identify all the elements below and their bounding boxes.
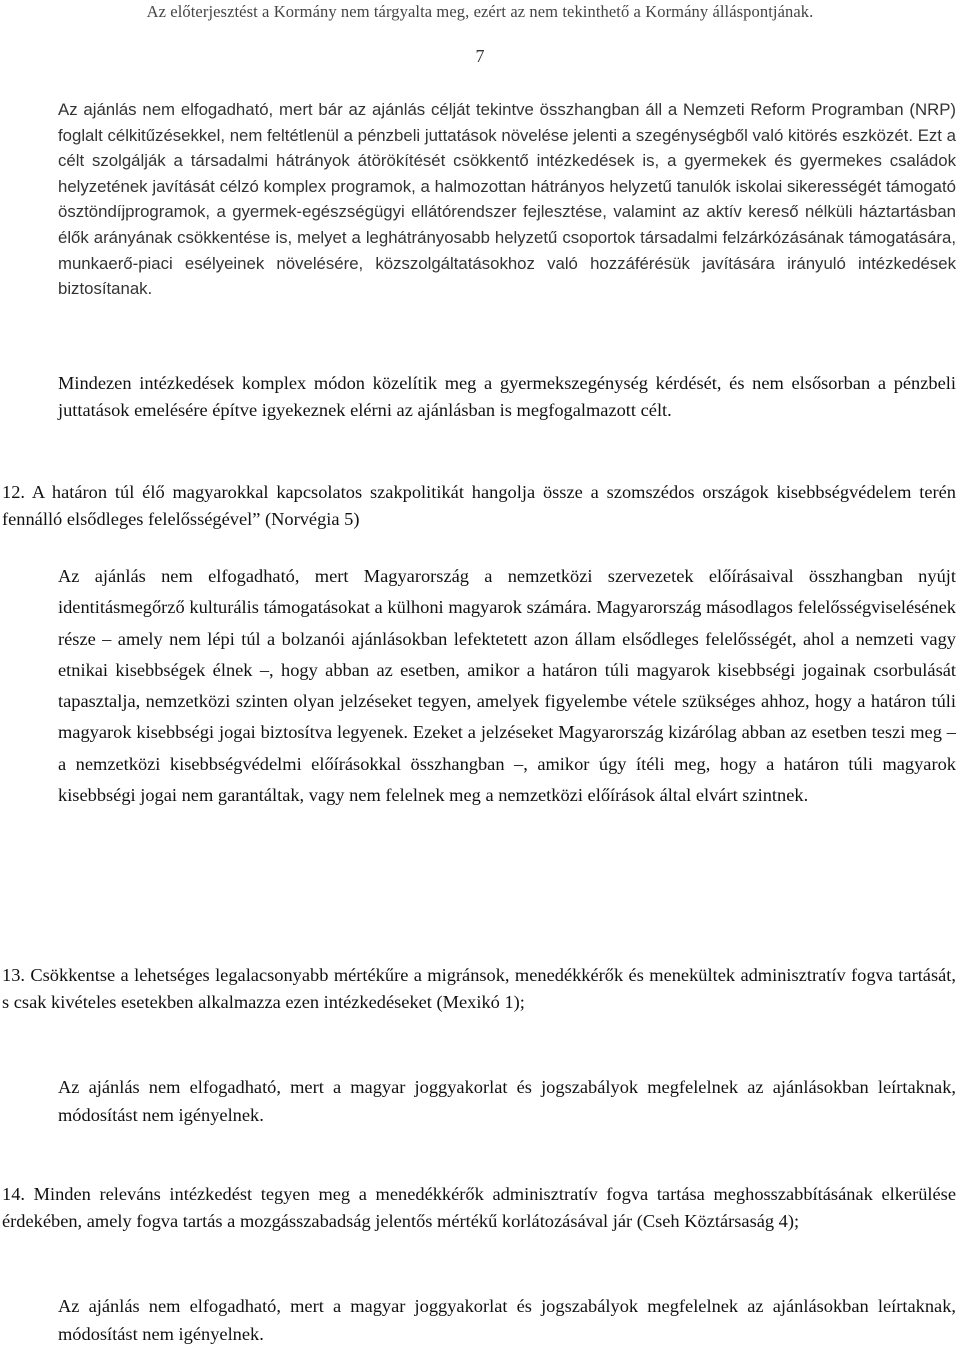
recommendation-13-text: 13. Csökkentse a lehetséges legalacsonyabb mértékűre a migránsok, menedékkérők és menekültek adminisztratív fogva tartását, s csak kivételes esetekben alkalmazza ezen intézkedéseket (Mexikó 1); xyxy=(2,965,956,1012)
recommendation-14-response xyxy=(58,1292,956,1348)
recommendation-14 xyxy=(2,1181,956,1235)
recommendation-12-text: 12. A határon túl élő magyarokkal kapcsolatos szakpolitikát hangolja össze a szomszédos országok kisebbségvédelem terén fennálló elsődleges felelősségével” (Norvégia 5) xyxy=(2,482,956,529)
recommendation-13-response-text: Az ajánlás nem elfogadható, mert a magyar joggyakorlat és jogszabályok megfelelnek az ajánlásokban leírtaknak, módosítást nem igényelnek. xyxy=(58,1077,956,1125)
recommendation-14-text: 14. Minden releváns intézkedést tegyen meg a menedékkérők adminisztratív fogva tartása meghosszabbításának elkerülése érdekében, amely fogva tartás a mozgásszabadság jelentős mértékű korlátozásával jár (Cseh Köztársaság 4); xyxy=(2,1184,956,1231)
recommendation-12-response xyxy=(58,561,956,811)
disclaimer-header: Az előterjesztést a Kormány nem tárgyalta meg, ezért az nem tekinthető a Kormány álláspontjának. xyxy=(146,2,814,21)
recommendation-12-response-text: Az ajánlás nem elfogadható, mert Magyarország a nemzetközi szervezetek előírásaival összhangban nyújt identitásmegőrző kulturális támogatásokat a külhoni magyarok számára. Magyarország másodlagos felelősségviselésének része – amely nem lépi túl a bolzanói ajánlásokban lefektetett azon állam elsődleges felelősségét, ahol a nemzeti vagy etnikai kisebbségek élnek –, hogy abban az esetben, amikor a határon túli magyarok kisebbségi jogainak csorbulását tapasztalja, nemzetközi szinten olyan jelzéseket tegyen, amelyek figyelembe vétele szükséges ahhoz, hogy a határon túli magyarok kisebbségi jogai biztosítva legyenek. Ezeket a jelzéseket Magyarország kizárólag abban az esetben teszi meg – a nemzetközi kisebbségvédelmi előírásokkal összhangban –, amikor úgy ítéli meg, hogy a határon túli magyarok kisebbségi jogai nem garantáltak, vagy nem felelnek meg a nemzetközi előírások által elvárt szintnek. xyxy=(58,566,956,806)
recommendation-14-response-text: Az ajánlás nem elfogadható, mert a magyar joggyakorlat és jogszabályok megfelelnek az ajánlásokban leírtaknak, módosítást nem igényelnek. xyxy=(58,1296,956,1344)
response-11-conclusion xyxy=(58,370,956,424)
recommendation-12 xyxy=(2,479,956,533)
response-11 xyxy=(58,97,956,302)
page-number: 7 xyxy=(475,46,485,66)
recommendation-13-response xyxy=(58,1073,956,1129)
response-11-paragraph-2: Mindezen intézkedések komplex módon közelítik meg a gyermekszegénység kérdését, és nem elsősorban a pénzbeli juttatások emelésére építve igyekeznek elérni az ajánlásban is megfogalmazott célt. xyxy=(58,373,956,420)
response-11-paragraph-1: Az ajánlás nem elfogadható, mert bár az ajánlás célját tekintve összhangban áll a Nemzeti Reform Programban (NRP) foglalt célkitűzésekkel, nem feltétlenül a pénzbeli juttatások növelése jelenti a szegénységből való kitörés eszközét. Ezt a célt szolgálják a társadalmi hátrányok átörökítését csökkentő intézkedések is, a gyermekek és gyermekes családok helyzetének javítását célzó komplex programok, a halmozottan hátrányos helyzetű tanulók iskolai sikerességét támogató ösztöndíjprogramok, a gyermek-egészségügyi ellátórendszer fejlesztése, valamint az aktív kereső nélküli háztartásban élők arányának csökkentése is, melyet a leghátrányosabb helyzetű csoportok társadalmi felzárkózásának támogatására, munkaerő-piaci esélyeinek növelésére, közszolgáltatásokhoz való hozzáférésük javítására irányuló intézkedések biztosítanak. xyxy=(58,100,956,299)
recommendation-13 xyxy=(2,962,956,1016)
